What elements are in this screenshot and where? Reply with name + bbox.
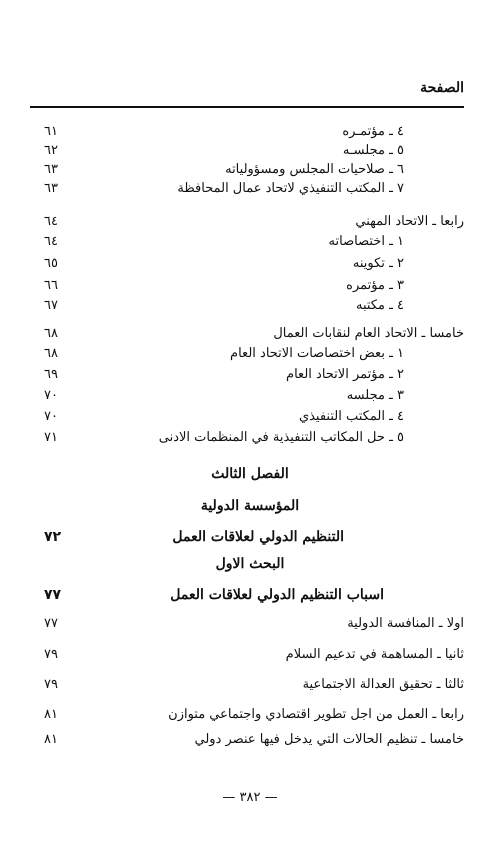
toc-row	[44, 675, 464, 695]
toc-entry-text: اولا ـ المنافسة الدولية	[347, 616, 464, 631]
toc-entry-text: رابعا ـ الاتحاد المهني	[355, 214, 464, 229]
toc-row	[44, 324, 464, 344]
toc-row	[44, 645, 464, 665]
toc-entry-text: ٧ ـ المكتب التنفيذي لاتحاد عمال المحافظة	[177, 181, 404, 196]
page-number-footer: — ٣٨٢ —	[222, 790, 278, 805]
toc-entry-page: ٧٠	[44, 409, 58, 424]
toc-entry-text: ٤ ـ مكتبه	[355, 298, 404, 313]
toc-entry-page: ٦١	[44, 124, 58, 139]
toc-entry-text: ١ ـ اختصاصاته	[328, 234, 404, 249]
toc-entry-text: التنظيم الدولي لعلاقات العمل	[172, 529, 344, 545]
toc-row	[44, 407, 464, 427]
toc-entry-page: ٧٢	[44, 529, 62, 545]
section-entry-row	[44, 585, 464, 605]
toc-entry-text: خامسا ـ تنظيم الحالات التي يدخل فيها عنصر دولي	[194, 732, 464, 747]
toc-entry-page: ٦٨	[44, 346, 58, 361]
toc-entry-page: ٦٥	[44, 256, 58, 271]
page-column-heading: الصفحة	[420, 80, 464, 96]
toc-row	[44, 160, 464, 180]
toc-entry-text: ثانيا ـ المساهمة في تدعيم السلام	[285, 647, 464, 662]
toc-entry-text: ١ ـ بعض اختصاصات الاتحاد العام	[230, 346, 404, 361]
toc-row	[44, 179, 464, 199]
toc-entry-text: ٣ ـ مجلسه	[346, 388, 404, 403]
chapter-subtitle: المؤسسة الدولية	[200, 498, 300, 514]
toc-entry-text: ٢ ـ مؤتمر الاتحاد العام	[286, 367, 404, 382]
toc-entry-text: ٥ ـ مجلسـه	[342, 143, 404, 158]
toc-entry-page: ٦٧	[44, 298, 58, 313]
toc-entry-text: ٢ ـ تكوينه	[352, 256, 404, 271]
toc-entry-page: ٧١	[44, 430, 58, 445]
toc-row	[44, 232, 464, 252]
toc-entry-text: ٦ ـ صلاحيات المجلس ومسؤولياته	[225, 162, 404, 177]
toc-row	[44, 386, 464, 406]
toc-row	[44, 141, 464, 161]
toc-entry-text: اسباب التنظيم الدولي لعلاقات العمل	[170, 587, 384, 603]
toc-row	[44, 276, 464, 296]
toc-entry-page: ٨١	[44, 732, 58, 747]
toc-entry-text: خامسا ـ الاتحاد العام لنقابات العمال	[273, 326, 464, 341]
toc-entry-page: ٧٩	[44, 647, 58, 662]
toc-row	[44, 254, 464, 274]
toc-row	[44, 428, 464, 448]
toc-row	[44, 614, 464, 634]
toc-entry-text: رابعا ـ العمل من اجل تطوير اقتصادي واجتماعي متوازن	[168, 707, 464, 722]
toc-entry-page: ٧٧	[44, 587, 62, 603]
section-title: البحث الاول	[215, 556, 285, 572]
header-rule	[30, 106, 464, 108]
toc-entry-page: ٦٤	[44, 234, 58, 249]
toc-entry-page: ٧٠	[44, 388, 58, 403]
chapter-entry-row	[44, 527, 464, 547]
toc-entry-text: ٤ ـ المكتب التنفيذي	[298, 409, 404, 424]
toc-entry-text: ٤ ـ مؤتمـره	[342, 124, 404, 139]
toc-row	[44, 705, 464, 725]
toc-entry-text: ٥ ـ حل المكاتب التنفيذية في المنظمات الادنى	[158, 430, 404, 445]
toc-entry-page: ٧٩	[44, 677, 58, 692]
toc-row	[44, 122, 464, 142]
toc-entry-text: ٣ ـ مؤتمره	[346, 278, 404, 293]
toc-entry-page: ٦٦	[44, 278, 58, 293]
toc-entry-page: ٦٢	[44, 143, 58, 158]
toc-entry-page: ٦٨	[44, 326, 58, 341]
chapter-title: الفصل الثالث	[211, 466, 289, 482]
toc-entry-page: ٦٣	[44, 181, 58, 196]
toc-row	[44, 365, 464, 385]
toc-entry-text: ثالثا ـ تحقيق العدالة الاجتماعية	[302, 677, 464, 692]
toc-entry-page: ٦٣	[44, 162, 58, 177]
toc-entry-page: ٦٩	[44, 367, 58, 382]
toc-row	[44, 344, 464, 364]
toc-row	[44, 212, 464, 232]
toc-entry-page: ٨١	[44, 707, 58, 722]
toc-row	[44, 296, 464, 316]
toc-row	[44, 730, 464, 750]
toc-entry-page: ٧٧	[44, 616, 58, 631]
toc-entry-page: ٦٤	[44, 214, 58, 229]
